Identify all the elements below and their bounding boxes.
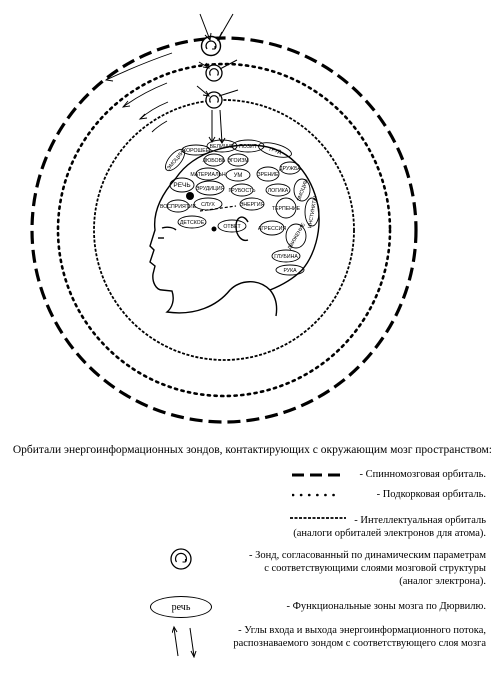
zone-label: УМ <box>233 173 243 179</box>
zone-label: ДВИЖЕНИЕ <box>286 222 307 251</box>
zone-label: ПОЗИТ <box>239 144 257 150</box>
zone-label: ДЕТСКОЕ <box>179 220 205 226</box>
legend-probe-2: с соответствующими слоями мозговой структуры <box>264 563 486 574</box>
subcortical-orbital <box>58 64 390 396</box>
zone-label: ТЕРПЕНИЕ <box>271 206 301 212</box>
zone-label: СЛУХ <box>201 202 215 208</box>
zone-label: ВОСПРИЯТИЕ <box>159 204 197 210</box>
legend-spinal: - Спинномозговая орбиталь. <box>359 469 486 480</box>
zone-label: ВЕЛИЧИЕ <box>209 144 235 150</box>
zone-label: ТРУД <box>267 146 282 156</box>
zone-label: ИНСТИНКТЫ <box>307 195 319 229</box>
rotation-arrows <box>106 53 172 132</box>
subcortical-line-icon <box>292 492 340 498</box>
zone-label: АГРЕССИЯ <box>257 226 287 232</box>
zone-label: ЛОГИКА <box>267 188 289 194</box>
legend-probe-3: (аналог электрона). <box>399 576 486 587</box>
zone-label: ХОРОШЕЕ <box>182 148 210 154</box>
legend-angles-1: - Углы входа и выхода энергоинформационного потока, <box>238 625 486 636</box>
probe-icon <box>202 37 221 56</box>
legend-probe-1: - Зонд, согласованный по динамическим параметрам <box>249 550 486 561</box>
legend-subcortical: - Подкорковая орбиталь. <box>376 489 486 500</box>
legend-angles-2: распознаваемого зондом с соответствующего слоя мозга <box>233 638 486 649</box>
zone-label: ГЛУБИНА <box>274 254 298 260</box>
angle-arrows-icon <box>172 624 198 658</box>
zone-label: ГРУБОСТЬ <box>228 188 256 194</box>
legend-zones: - Функциональные зоны мозга по Дюрвилю. <box>286 601 486 612</box>
zone-label: ДРУЖБА <box>279 166 301 172</box>
spinal-line-icon <box>292 472 340 478</box>
zone-label: ЭНЕРГИЯ <box>239 202 265 208</box>
legend-title: Орбитали энергоинформационных зондов, контактирующих с окружающим мозг пространством: <box>12 444 492 456</box>
intellectual-line-icon <box>290 515 346 521</box>
spinal-orbital <box>32 38 416 422</box>
zone-oval-sample: речь <box>150 596 212 618</box>
probe-icon <box>169 547 193 571</box>
zone-label: МАТЕРИАЛЬН <box>190 172 226 178</box>
zone-label: ОТВЕТ <box>223 224 241 230</box>
zone-label: ЗРЕНИЕ <box>257 172 279 178</box>
zone-label: РЕЧЬ <box>173 182 191 189</box>
legend-intellectual-2: (аналоги орбиталей электронов для атома). <box>293 528 486 539</box>
zone-label: ЭМОЦИИ <box>165 149 186 172</box>
zone-labels <box>160 144 319 274</box>
zone-label: ЭМОЦИИ <box>296 178 310 203</box>
zone-label: РУКА <box>283 268 297 274</box>
zone-label: ЭРУДИЦИЯ <box>195 186 225 192</box>
zone-label: ЛЮБОВЬ <box>202 158 226 164</box>
legend-intellectual-1: - Интеллектуальная орбиталь <box>354 515 486 526</box>
zone-label: ЭГОИЗМ <box>227 158 249 164</box>
